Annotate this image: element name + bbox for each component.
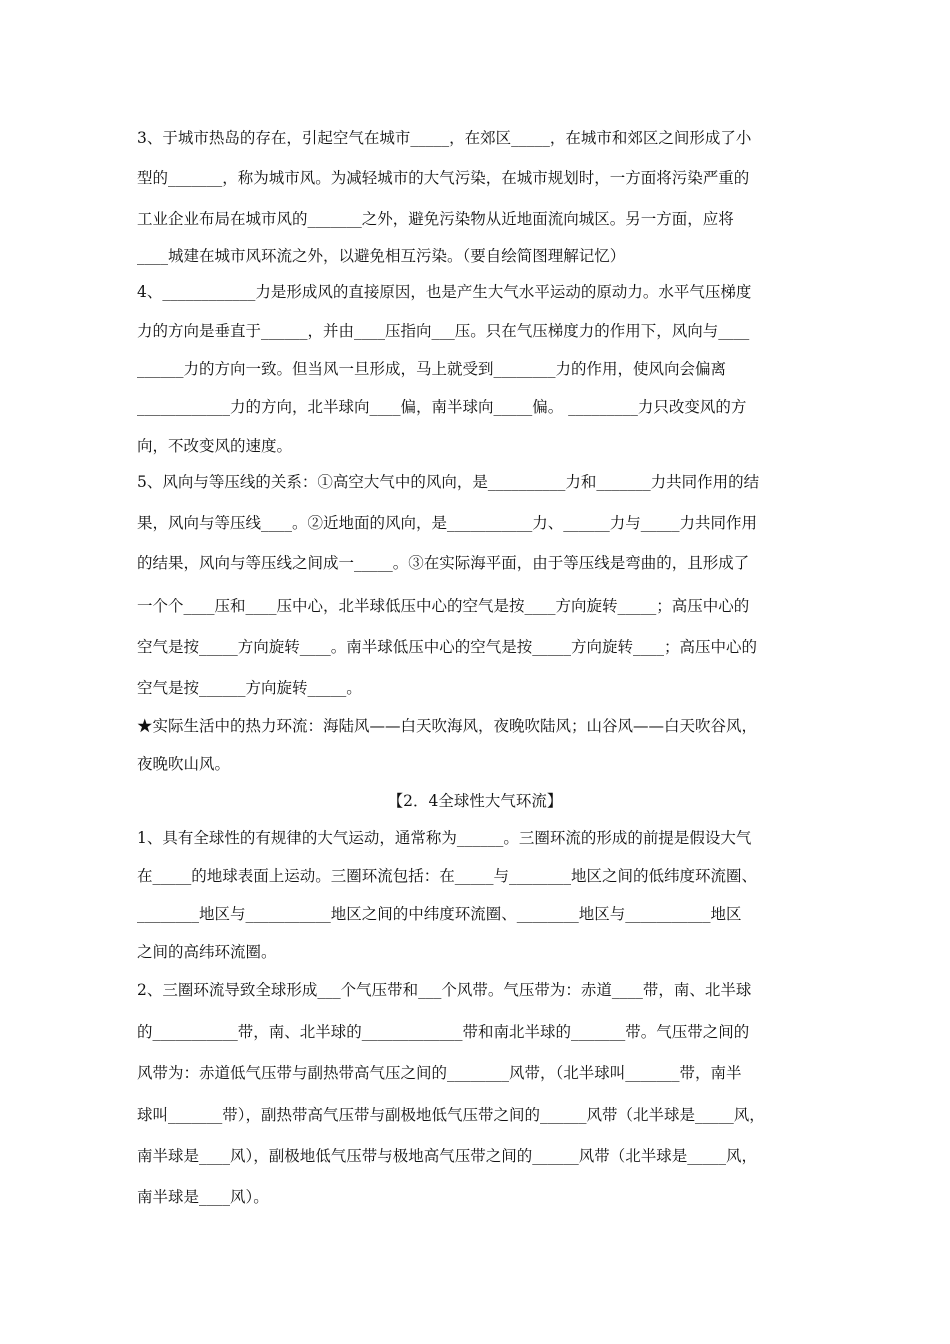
text-line: 1、具有全球性的有规律的大气运动，通常称为______。三圈环流的形成的前提是假设大气 (137, 829, 752, 847)
text-line: 球叫_______带），副热带高气压带与副极地低气压带之间的______风带（北半球是_____风， (137, 1106, 765, 1124)
section-heading: 【2．4全球性大气环流】 (387, 792, 563, 810)
text-line: 果，风向与等压线____。②近地面的风向，是___________力、______力与_____力共同作用 (137, 514, 758, 532)
text-line: 4、____________力是形成风的直接原因，也是产生大气水平运动的原动力。水平气压梯度 (137, 283, 752, 301)
text-line: 的结果，风向与等压线之间成一_____。③在实际海平面，由于等压线是弯曲的，且形成了 (137, 554, 750, 572)
text-line: 型的_______，称为城市风。为减轻城市的大气污染，在城市规划时，一方面将污染严重的 (137, 169, 750, 187)
text-line: 风带为：赤道低气压带与副热带高气压之间的________风带，（北半球叫_______带，南半 (137, 1064, 742, 1082)
text-line: 空气是按______方向旋转_____。 (137, 679, 362, 697)
text-line: 在_____的地球表面上运动。三圈环流包括：在_____与________地区之间的低纬度环流圈、 (137, 867, 758, 885)
text-line: 的___________带，南、北半球的_____________带和南北半球的_______带。气压带之间的 (137, 1023, 750, 1041)
text-line: ________地区与___________地区之间的中纬度环流圈、________地区与___________地区 (137, 905, 742, 923)
text-line: 南半球是____风）。 (137, 1188, 269, 1206)
text-line: 3、于城市热岛的存在，引起空气在城市_____，在郊区_____，在城市和郊区之间形成了小 (137, 129, 752, 147)
text-line: 之间的高纬环流圈。 (137, 943, 277, 961)
text-line: 2、三圈环流导致全球形成___个气压带和___个风带。气压带为：赤道____带，南、北半球 (137, 981, 752, 999)
text-line: ______力的方向一致。但当风一旦形成，马上就受到________力的作用，使风向会偏离 (137, 360, 727, 378)
text-line: ★实际生活中的热力环流：海陆风——白天吹海风，夜晚吹陆风；山谷风——白天吹谷风， (137, 717, 758, 735)
text-line: 南半球是____风），副极地低气压带与极地高气压带之间的______风带（北半球是_____风， (137, 1147, 758, 1165)
text-line: 力的方向是垂直于______，并由____压指向___压。只在气压梯度力的作用下，风向与____ (137, 322, 750, 340)
text-line: ____城建在城市风环流之外，以避免相互污染。（要自绘简图理解记忆） (137, 247, 626, 265)
text-line: 5、风向与等压线的关系：①高空大气中的风向，是__________力和_______力共同作用的结 (137, 473, 760, 491)
text-line: 工业企业布局在城市风的_______之外，避免污染物从近地面流向城区。另一方面，应将 (137, 210, 734, 228)
text-line: 空气是按_____方向旋转____。南半球低压中心的空气是按_____方向旋转____；高压中心的 (137, 638, 758, 656)
text-line: ____________力的方向，北半球向____偏，南半球向_____偏。 _________力只改变风的方 (137, 398, 747, 416)
text-line: 夜晚吹山风。 (137, 755, 231, 773)
text-line: 一个个____压和____压中心，北半球低压中心的空气是按____方向旋转_____；高压中心的 (137, 597, 750, 615)
text-line: 向，不改变风的速度。 (137, 437, 293, 455)
